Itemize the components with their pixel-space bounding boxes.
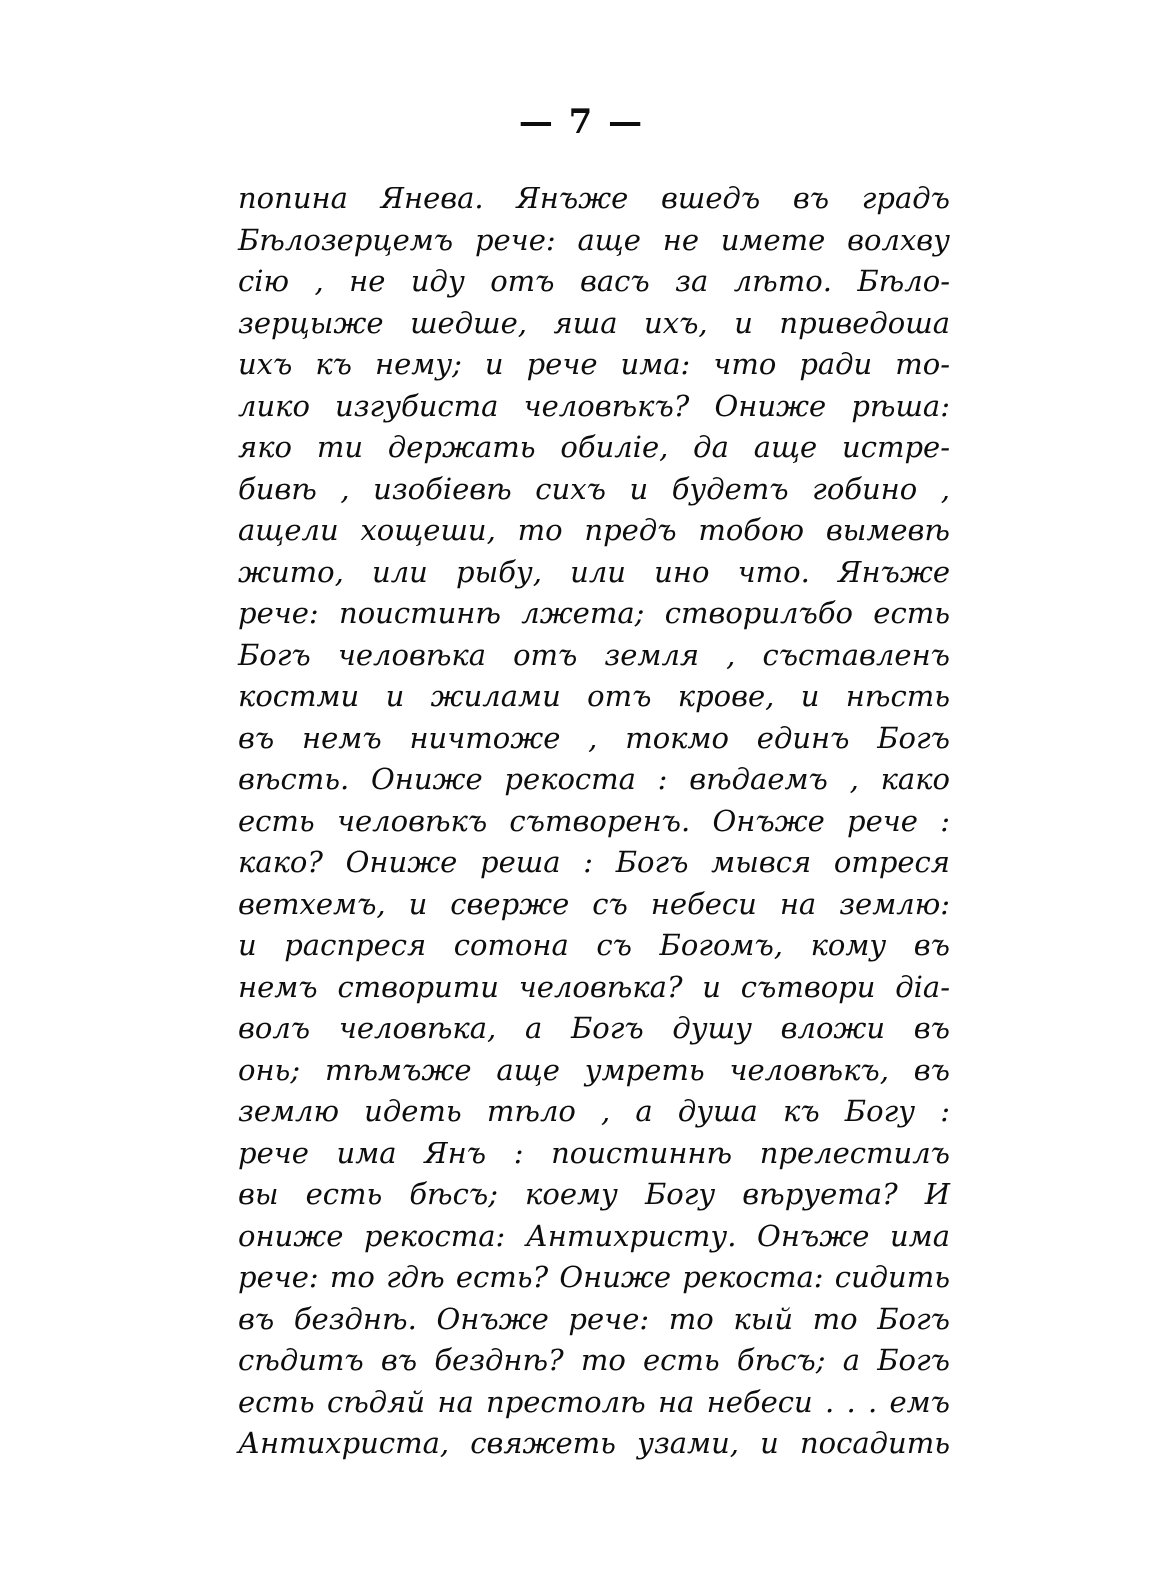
text-line: бивѣ , изобiевѣ сихъ и будетъ гобино , bbox=[238, 471, 950, 506]
text-line: ветхемъ, и сверже съ небеси на землю: bbox=[238, 886, 950, 921]
text-line: волъ человѣка, а Богъ душу вложи въ bbox=[238, 1011, 950, 1045]
text-line: яко ти держать обилiе, да аще истре- bbox=[238, 430, 950, 464]
text-line: како? Ониже реша : Богъ мывся отреся bbox=[238, 845, 950, 879]
text-line: немъ створити человѣка? и сътвори дiа- bbox=[238, 969, 950, 1004]
text-line: есть человѣкъ сътворенъ. Онъже рече : bbox=[238, 803, 950, 838]
text-line: костми и жилами отъ крове, и нѣсть bbox=[238, 679, 950, 713]
text-line: Бѣлозерцемъ рече: аще не имете волхву bbox=[238, 222, 950, 257]
text-line: Богъ человѣка отъ земля , съставленъ bbox=[238, 637, 950, 672]
page-number: — 7 — bbox=[518, 102, 645, 142]
text-line: ониже рекоста: Антихристу. Онъже има bbox=[238, 1218, 950, 1253]
text-line: вѣсть. Ониже рекоста : вѣдаемъ , како bbox=[238, 762, 950, 796]
text-line: рече има Янъ : поистиннѣ прелестилъ bbox=[238, 1135, 950, 1170]
text-line: лико изгубиста человѣкъ? Ониже рѣша: bbox=[238, 388, 950, 423]
text-line: онь; тѣмъже аще умреть человѣкъ, въ bbox=[238, 1052, 950, 1087]
text-line: въ немъ ничтоже , токмо единъ Богъ bbox=[238, 720, 950, 755]
text-line: рече: поистинѣ лжета; створилъбо есть bbox=[238, 596, 950, 630]
text-line: зерцыже шедше, яша ихъ, и приведоша bbox=[238, 305, 950, 340]
text-line: и распреся сотона съ Богомъ, кому въ bbox=[238, 928, 950, 962]
text-line: есть сѣдяй на престолѣ на небеси . . . емъ bbox=[238, 1384, 950, 1419]
text-line: землю идеть тѣло , а душа къ Богу : bbox=[238, 1094, 950, 1128]
body-text bbox=[238, 178, 950, 1465]
text-line: ащели хощеши, то предъ тобою вымевѣ bbox=[238, 513, 950, 547]
text-line: сiю , не иду отъ васъ за лѣто. Бѣло- bbox=[238, 264, 950, 298]
text-line: въ безднѣ. Онъже рече: то кый то Богъ bbox=[238, 1301, 950, 1336]
text-line: попина Янева. Янъже вшедъ въ градъ bbox=[238, 181, 950, 215]
text-line: вы есть бѣсъ; коему Богу вѣруета? И bbox=[238, 1177, 950, 1211]
text-line: рече: то гдѣ есть? Ониже рекоста: сидить bbox=[238, 1260, 950, 1294]
text-line: жито, или рыбу, или ино что. Янъже bbox=[238, 554, 950, 589]
text-line: ихъ къ нему; и рече има: что ради то- bbox=[238, 347, 950, 381]
text-line: сѣдитъ въ безднѣ? то есть бѣсъ; а Богъ bbox=[238, 1343, 950, 1377]
text-line: Антихриста, свяжеть узами, и посадить bbox=[238, 1426, 950, 1460]
